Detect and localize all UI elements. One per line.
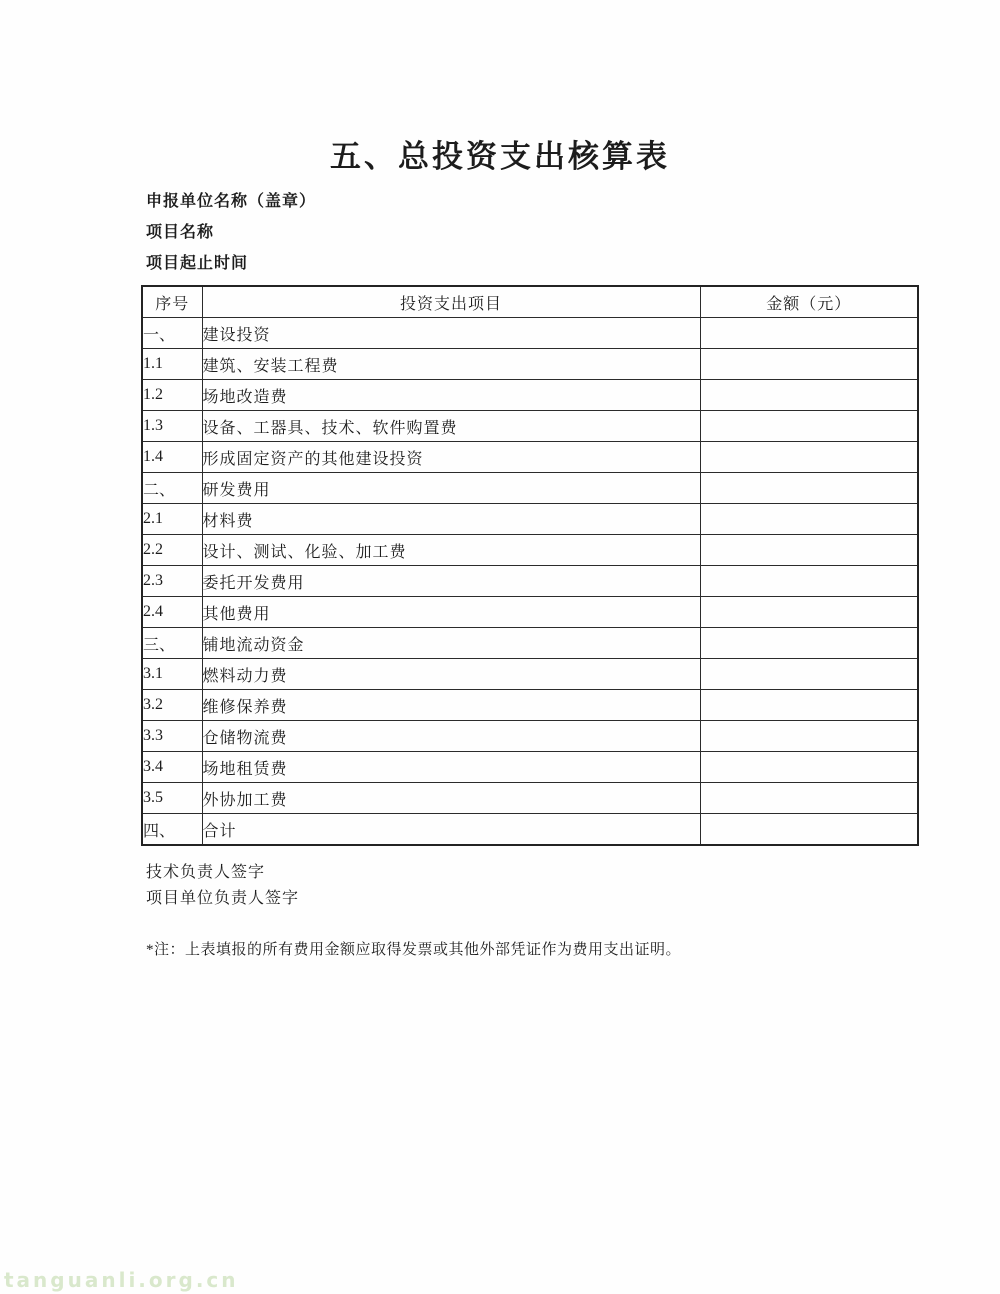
table-row: [142, 504, 918, 535]
row-item-label: 委托开发费用: [202, 566, 700, 597]
table-body: [142, 318, 918, 846]
row-amount-cell: [700, 349, 918, 380]
footnote: *注：上表填报的所有费用金额应取得发票或其他外部凭证作为费用支出证明。: [146, 942, 682, 958]
project-period-label: 项目起止时间: [146, 255, 249, 272]
technical-lead-signature-label: 技术负责人签字: [146, 864, 266, 881]
row-index: 1.3: [142, 411, 202, 442]
row-index: 四、: [142, 814, 202, 846]
signature-block: [146, 864, 299, 916]
table-row: [142, 473, 918, 504]
row-amount-cell: [700, 659, 918, 690]
row-index: 三、: [142, 628, 202, 659]
row-index: 2.1: [142, 504, 202, 535]
table-row: [142, 442, 918, 473]
row-item-label: 设备、工器具、技术、软件购置费: [202, 411, 700, 442]
row-amount-cell: [700, 318, 918, 349]
row-amount-cell: [700, 442, 918, 473]
project-name-label: 项目名称: [146, 224, 215, 241]
site-watermark: tanguanli.org.cn: [4, 1268, 239, 1292]
row-item-label: 合计: [202, 814, 700, 846]
row-item-label: 仓储物流费: [202, 721, 700, 752]
header-amount: 金额（元）: [700, 286, 918, 318]
page-title: 五、总投资支出核算表: [330, 139, 670, 174]
row-amount-cell: [700, 814, 918, 846]
table-row: [142, 566, 918, 597]
row-amount-cell: [700, 752, 918, 783]
row-amount-cell: [700, 535, 918, 566]
row-index: 3.3: [142, 721, 202, 752]
project-unit-lead-signature-label: 项目单位负责人签字: [146, 890, 300, 907]
table-row: [142, 411, 918, 442]
row-amount-cell: [700, 380, 918, 411]
header-item: 投资支出项目: [202, 286, 700, 318]
header-info-block: [146, 193, 316, 286]
table-row: [142, 814, 918, 846]
row-item-label: 设计、测试、化验、加工费: [202, 535, 700, 566]
row-amount-cell: [700, 566, 918, 597]
row-item-label: 场地改造费: [202, 380, 700, 411]
row-index: 二、: [142, 473, 202, 504]
table-row: [142, 628, 918, 659]
row-item-label: 场地租赁费: [202, 752, 700, 783]
row-index: 一、: [142, 318, 202, 349]
header-index: 序号: [142, 286, 202, 318]
row-item-label: 铺地流动资金: [202, 628, 700, 659]
row-amount-cell: [700, 504, 918, 535]
row-index: 1.1: [142, 349, 202, 380]
row-index: 2.3: [142, 566, 202, 597]
row-index: 1.4: [142, 442, 202, 473]
row-amount-cell: [700, 628, 918, 659]
expense-table: [141, 285, 919, 846]
table-row: [142, 535, 918, 566]
table-row: [142, 752, 918, 783]
row-item-label: 建筑、安装工程费: [202, 349, 700, 380]
row-index: 2.2: [142, 535, 202, 566]
table-row: [142, 783, 918, 814]
row-item-label: 形成固定资产的其他建设投资: [202, 442, 700, 473]
table-row: [142, 349, 918, 380]
row-item-label: 外协加工费: [202, 783, 700, 814]
row-amount-cell: [700, 721, 918, 752]
row-amount-cell: [700, 473, 918, 504]
table-header: [142, 286, 918, 318]
row-item-label: 建设投资: [202, 318, 700, 349]
row-index: 3.5: [142, 783, 202, 814]
row-index: 3.2: [142, 690, 202, 721]
row-index: 3.4: [142, 752, 202, 783]
row-amount-cell: [700, 411, 918, 442]
row-index: 2.4: [142, 597, 202, 628]
row-item-label: 研发费用: [202, 473, 700, 504]
table-row: [142, 597, 918, 628]
table-row: [142, 659, 918, 690]
table-row: [142, 380, 918, 411]
row-index: 1.2: [142, 380, 202, 411]
table-row: [142, 721, 918, 752]
row-item-label: 其他费用: [202, 597, 700, 628]
header-row: [142, 286, 918, 318]
table-row: [142, 318, 918, 349]
row-item-label: 材料费: [202, 504, 700, 535]
row-amount-cell: [700, 783, 918, 814]
row-amount-cell: [700, 690, 918, 721]
table-row: [142, 690, 918, 721]
row-item-label: 燃料动力费: [202, 659, 700, 690]
row-amount-cell: [700, 597, 918, 628]
declaring-unit-label: 申报单位名称（盖章）: [146, 193, 317, 210]
row-index: 3.1: [142, 659, 202, 690]
row-item-label: 维修保养费: [202, 690, 700, 721]
